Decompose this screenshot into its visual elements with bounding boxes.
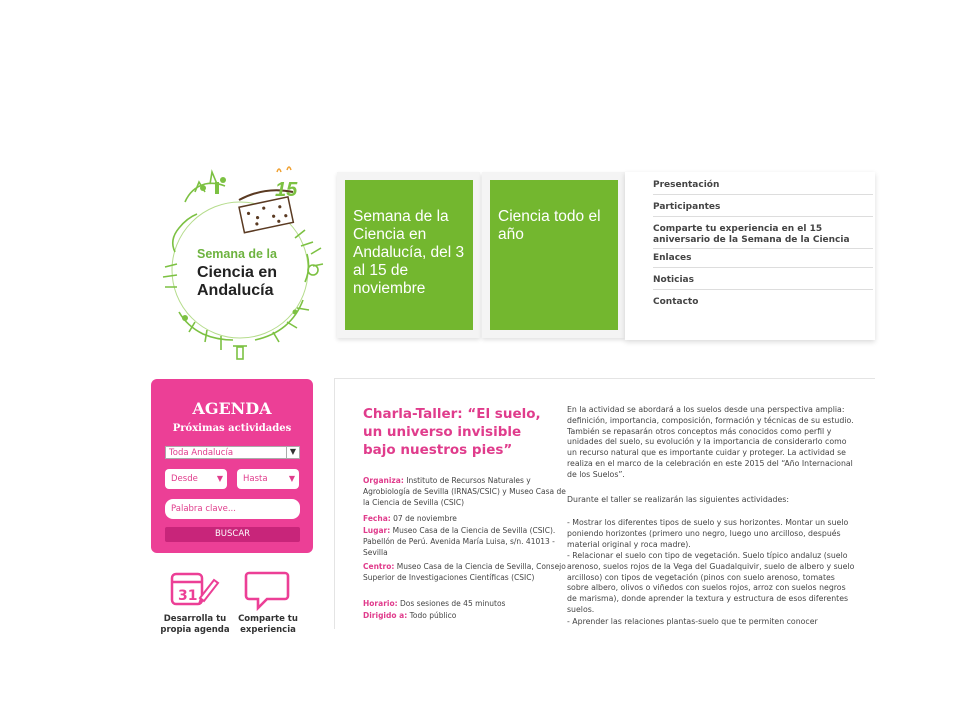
- agenda-panel: [151, 379, 313, 553]
- article-paragraph: En la actividad se abordará a los suelos desde una perspectiva amplia: definición, importancia, composición, formación y técnicas de su estudio. También se repasarán otros conceptos más conocidos como perfil y unidades del suelo, su evolución y la importancia de considerarlo como un recurso natural que es importante cuidar y proteger. La actividad se realiza en el marco de la celebración en este 2015 del “Año Internacional de los Suelos”.: [567, 405, 854, 479]
- date-to-label: Hasta: [243, 474, 268, 484]
- keyword-placeholder: Palabra clave...: [171, 504, 236, 514]
- shortcut-comparte-label-line2: experiencia: [240, 625, 296, 635]
- meta-lugar-value: Museo Casa de la Ciencia de Sevilla (CSIC). Pabellón de Perú. Avenida María Luisa, s/n. 41013 - Sevilla: [363, 526, 556, 557]
- nav-item-participantes[interactable]: Participantes: [653, 202, 721, 212]
- meta-centro: [363, 561, 568, 583]
- meta-organiza: [363, 475, 568, 508]
- nav-item-contacto[interactable]: Contacto: [653, 297, 699, 307]
- logo-line2: Ciencia en: [197, 264, 278, 281]
- meta-lugar-key: Lugar:: [363, 526, 391, 535]
- meta-organiza-value: Instituto de Recursos Naturales y Agrobiología de Sevilla (IRNAS/CSIC) y Museo Casa de la Ciencia de Sevilla (CSIC): [363, 476, 566, 507]
- meta-dirigido-value: Todo público: [407, 611, 457, 620]
- article-paragraph: Durante el taller se realizarán las siguientes actividades:: [567, 495, 789, 504]
- nav-item-noticias[interactable]: Noticias: [653, 275, 694, 285]
- logo-line1: Semana de la: [197, 247, 277, 261]
- agenda-title: AGENDA: [192, 399, 272, 418]
- search-button[interactable]: [165, 527, 300, 542]
- shortcut-agenda-label-line1: Desarrolla tu: [163, 614, 227, 624]
- shortcut-agenda[interactable]: [160, 566, 230, 635]
- keyword-input[interactable]: [165, 499, 300, 519]
- meta-centro-key: Centro:: [363, 562, 395, 571]
- shortcut-comparte-label-line1: Comparte tu: [238, 614, 298, 624]
- meta-fecha-value: 07 de noviembre: [390, 514, 457, 523]
- site-logo[interactable]: [155, 162, 330, 362]
- feature-box-ciencia[interactable]: [490, 180, 618, 330]
- calendar-pencil-icon: [170, 568, 218, 612]
- caret-down-icon: ▼: [216, 474, 223, 483]
- meta-horario-value: Dos sesiones de 45 minutos: [397, 599, 506, 608]
- agenda-subtitle: Próximas actividades: [172, 423, 292, 434]
- meta-dirigido-key: Dirigido a:: [363, 611, 408, 620]
- meta-fecha-key: Fecha:: [363, 514, 391, 523]
- article-paragraph: - Mostrar los diferentes tipos de suelo y sus horizontes. Montar un suelo poniendo horizontes (primero uno negro, luego uno arcilloso, después material original y roca madre).: [567, 518, 849, 549]
- feature-box-ciencia-wrap: [482, 172, 625, 338]
- meta-horario-key: Horario:: [363, 599, 398, 608]
- feature-box-ciencia-label: Ciencia todo el año: [498, 208, 601, 243]
- calendar-number: 31: [178, 588, 198, 604]
- article-paragraph: - Aprender las relaciones plantas-suelo que te permiten conocer: [567, 617, 818, 626]
- nav-divider: [653, 194, 873, 195]
- nav-item-presentacion[interactable]: Presentación: [653, 180, 720, 190]
- article-panel: [334, 378, 875, 629]
- feature-box-semana[interactable]: [345, 180, 473, 330]
- meta-fecha: [363, 513, 568, 524]
- meta-lugar: [363, 525, 568, 558]
- nav-item-comparte[interactable]: Comparte tu experiencia en el 15 aniversario de la Semana de la Ciencia: [653, 224, 850, 245]
- meta-horario: [363, 598, 568, 609]
- nav-divider: [653, 289, 873, 290]
- feature-box-semana-wrap: [337, 172, 480, 338]
- nav-divider: [653, 216, 873, 217]
- date-from-label: Desde: [171, 474, 198, 484]
- nav-divider: [653, 248, 873, 249]
- speech-bubble-icon: [245, 569, 289, 611]
- main-nav: [625, 172, 875, 340]
- region-select[interactable]: [165, 446, 300, 459]
- nav-divider: [653, 267, 873, 268]
- article-title: Charla-Taller: “El suelo, un universo invisible bajo nuestros pies”: [363, 406, 541, 458]
- feature-box-semana-label: Semana de la Ciencia en Andalucía, del 3 al 15 de noviembre: [353, 208, 465, 297]
- shortcut-comparte[interactable]: [233, 566, 303, 635]
- region-select-value: Toda Andalucía: [169, 448, 234, 458]
- meta-organiza-key: Organiza:: [363, 476, 404, 485]
- nav-item-enlaces[interactable]: Enlaces: [653, 253, 692, 263]
- logo-line3: Andalucía: [197, 282, 274, 299]
- shortcut-agenda-label: [160, 614, 230, 636]
- search-button-label: BUSCAR: [214, 529, 251, 539]
- meta-centro-value: Museo Casa de la Ciencia de Sevilla, Consejo Superior de Investigaciones Científicas (CSIC): [363, 562, 566, 582]
- caret-down-icon: ▼: [288, 474, 295, 483]
- article-paragraph: - Relacionar el suelo con tipo de vegetación. Suelo típico andaluz (suelo arenoso, suelos rojos de la Vega del Guadalquivir, suelo de albero y suelo arcilloso) con tipos de vegetación (pinos con suelo arenoso, tomates sobre albero, olivos o viñedos con suelos rojos, arroz con suelos negros de marisma), donde aprender la textura y estructura de esos diferentes suelos.: [567, 551, 855, 614]
- date-to-field[interactable]: [237, 469, 299, 489]
- logo-badge: 15: [275, 179, 298, 201]
- shortcut-comparte-label: [233, 614, 303, 636]
- date-from-field[interactable]: [165, 469, 227, 489]
- logo-graphic: [155, 162, 330, 362]
- shortcut-agenda-label-line2: propia agenda: [160, 625, 230, 635]
- chevron-down-icon: ▼: [286, 447, 299, 458]
- meta-dirigido: [363, 610, 568, 621]
